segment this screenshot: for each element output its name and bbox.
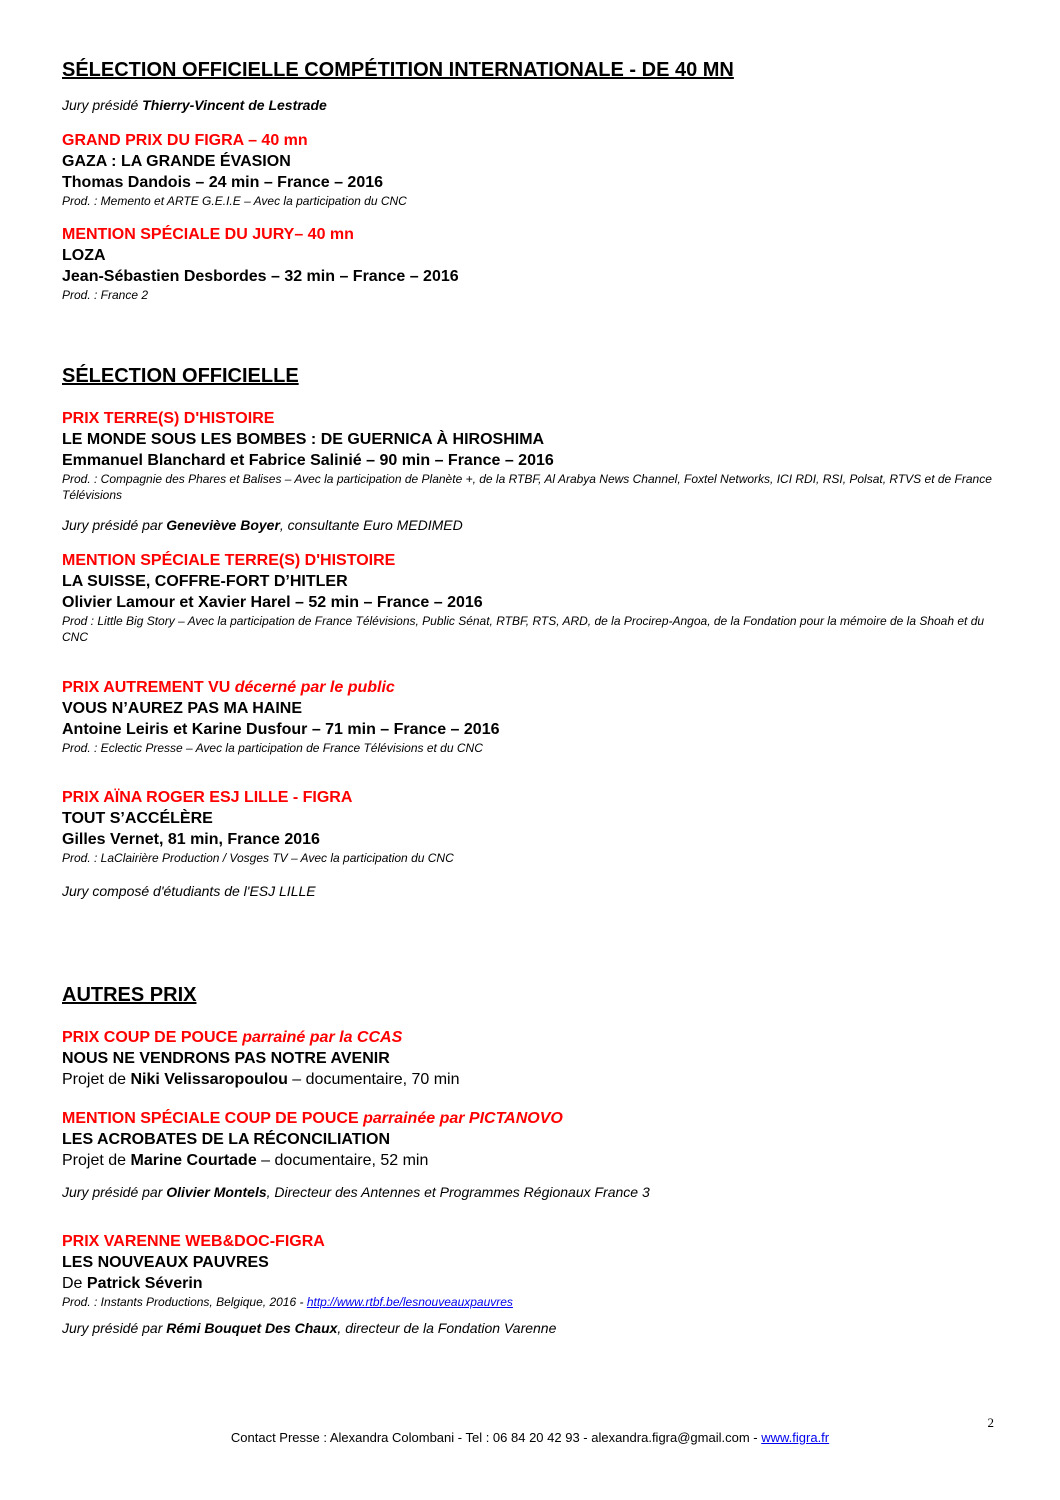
page-number: 2 — [987, 1415, 994, 1430]
award-entry — [62, 788, 1002, 866]
rtbf-link[interactable]: http://www.rtbf.be/lesnouveauxpauvres — [306, 1295, 513, 1309]
footer-contact: Contact Presse : Alexandra Colombani - Tel : 06 84 20 42 93 - alexandra.figra@gmail.com - www.figra.fr — [230, 1430, 830, 1445]
figra-website-link[interactable]: www.figra.fr — [761, 1430, 830, 1445]
project-title: NOUS NE VENDRONS PAS NOTRE AVENIR — [62, 1050, 390, 1067]
jury-line: Jury présidé par Olivier Montels, Directeur des Antennes et Programmes Régionaux France 3 — [62, 1184, 650, 1200]
prize-name: MENTION SPÉCIALE DU JURY– 40 mn — [62, 226, 354, 243]
project-credits: Projet de Marine Courtade – documentaire, 52 min — [62, 1152, 429, 1169]
film-title: LOZA — [62, 247, 106, 264]
jury-president: Olivier Montels — [166, 1184, 267, 1200]
section-heading: SÉLECTION OFFICIELLE COMPÉTITION INTERNATIONALE - DE 40 MN — [62, 59, 734, 81]
project-title: LES NOUVEAUX PAUVRES — [62, 1254, 269, 1271]
film-production: Prod. : Compagnie des Phares et Balises – Avec la participation de Planète +, de la RTBF, Al Arabya News Channel, Foxtel Networks, ICI RDI, RSI, Polsat, RTVS et de France Télévisions — [62, 472, 992, 502]
jury-line: Jury présidé par Rémi Bouquet Des Chaux, directeur de la Fondation Varenne — [62, 1320, 557, 1336]
film-production: Prod. : France 2 — [62, 288, 149, 302]
award-entry — [62, 551, 1002, 645]
section-heading: SÉLECTION OFFICIELLE — [62, 365, 299, 387]
section-competition — [62, 58, 1002, 82]
prize-name: PRIX AÏNA ROGER ESJ LILLE - FIGRA — [62, 789, 353, 806]
film-production: Prod. : Eclectic Presse – Avec la participation de France Télévisions et du CNC — [62, 741, 483, 755]
prize-name: PRIX VARENNE WEB&DOC-FIGRA — [62, 1233, 325, 1250]
award-entry — [62, 1232, 1002, 1310]
prize-name: PRIX COUP DE POUCE parrainé par la CCAS — [62, 1029, 403, 1046]
prize-name: MENTION SPÉCIALE COUP DE POUCE parrainée par PICTANOVO — [62, 1110, 563, 1127]
prize-name: MENTION SPÉCIALE TERRE(S) D'HISTOIRE — [62, 552, 396, 569]
film-credits: Thomas Dandois – 24 min – France – 2016 — [62, 174, 384, 191]
prize-name: PRIX TERRE(S) D'HISTOIRE — [62, 410, 275, 427]
film-credits: Emmanuel Blanchard et Fabrice Salinié – 90 min – France – 2016 — [62, 452, 554, 469]
jury-line: Jury présidé Thierry-Vincent de Lestrade — [62, 97, 327, 113]
film-credits: Olivier Lamour et Xavier Harel – 52 min – France – 2016 — [62, 594, 483, 611]
jury-line: Jury présidé par Geneviève Boyer, consultante Euro MEDIMED — [62, 517, 463, 533]
film-credits: Gilles Vernet, 81 min, France 2016 — [62, 831, 320, 848]
section-official — [62, 364, 1002, 388]
award-entry — [62, 1028, 1002, 1090]
award-entry — [62, 409, 1002, 503]
film-title: LA SUISSE, COFFRE-FORT D’HITLER — [62, 573, 348, 590]
film-title: TOUT S’ACCÉLÈRE — [62, 810, 213, 827]
jury-line: Jury composé d'étudiants de l'ESJ LILLE — [62, 883, 316, 899]
project-title: LES ACROBATES DE LA RÉCONCILIATION — [62, 1131, 390, 1148]
film-production: Prod. : Memento et ARTE G.E.I.E – Avec la participation du CNC — [62, 194, 407, 208]
section-heading: AUTRES PRIX — [62, 984, 197, 1006]
film-title: LE MONDE SOUS LES BOMBES : DE GUERNICA À HIROSHIMA — [62, 431, 545, 448]
film-production: Prod. : Instants Productions, Belgique, 2016 - http://www.rtbf.be/lesnouveauxpauvres — [62, 1295, 513, 1309]
section-other-prizes — [62, 983, 1002, 1007]
film-credits: Antoine Leiris et Karine Dusfour – 71 min – France – 2016 — [62, 721, 500, 738]
film-credits: Jean-Sébastien Desbordes – 32 min – France – 2016 — [62, 268, 459, 285]
film-production: Prod : Little Big Story – Avec la participation de France Télévisions, Public Sénat, RTBF, RTS, ARD, de la Procirep-Angoa, de la Fondation pour la mémoire de la Shoah et du CNC — [62, 614, 985, 644]
award-entry — [62, 131, 1002, 209]
film-title: GAZA : LA GRANDE ÉVASION — [62, 153, 291, 170]
jury-president: Geneviève Boyer — [166, 517, 280, 533]
prize-name: PRIX AUTREMENT VU décerné par le public — [62, 679, 395, 696]
project-credits: Projet de Niki Velissaropoulou – documentaire, 70 min — [62, 1071, 460, 1088]
film-title: VOUS N’AUREZ PAS MA HAINE — [62, 700, 303, 717]
award-entry — [62, 1109, 1002, 1171]
jury-president: Rémi Bouquet Des Chaux — [166, 1320, 338, 1336]
film-production: Prod. : LaClairière Production / Vosges TV – Avec la participation du CNC — [62, 851, 454, 865]
prize-name: GRAND PRIX DU FIGRA – 40 mn — [62, 132, 308, 149]
jury-president: Thierry-Vincent de Lestrade — [142, 97, 327, 113]
project-credits: De Patrick Séverin — [62, 1275, 203, 1292]
award-entry — [62, 678, 1002, 756]
award-entry — [62, 225, 1002, 303]
